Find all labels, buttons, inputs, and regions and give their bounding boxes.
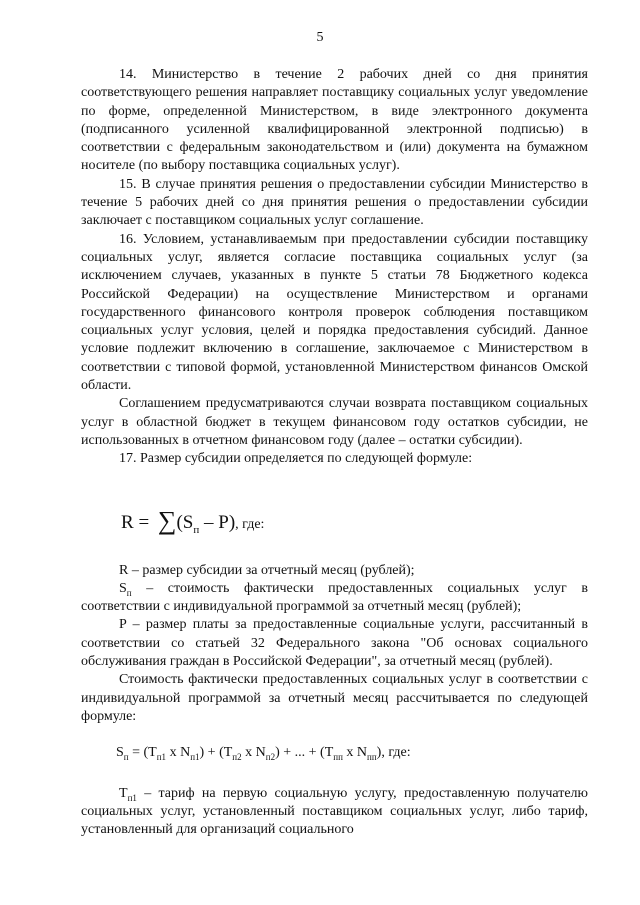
paragraph-17: 17. Размер субсидии определяется по следующей формуле: (119, 451, 473, 467)
formula-rest: – P) (199, 511, 236, 533)
definition-tn1 (81, 785, 588, 840)
formula-tail: , где: (235, 516, 265, 532)
definition-r: R – размер субсидии за отчетный месяц (рублей); (119, 562, 415, 578)
cf-n1-sub: п1 (190, 752, 200, 762)
document-body (81, 66, 588, 839)
cf-mid: ) + ... + (T (275, 745, 334, 761)
formula-open: (S (176, 511, 194, 533)
cf-nn-sub: пп (367, 752, 377, 762)
cf-end: ), где: (376, 745, 411, 761)
formula-lhs: R (121, 511, 134, 533)
cost-formula (116, 744, 588, 762)
paragraph-14: 14. Министерство в течение 2 рабочих дней со дня принятия соответствующего решения направляет поставщику социальных услуг уведомление по форме, определенной Министерством, в виде электронного документа (подписанного усиленной квалифицированной электронной подписью) в соответствии с федеральным законодательством и (или) документа на бумажном носителе (по выбору поставщика социальных услуг). (81, 67, 588, 174)
tn1-text: – тариф на первую социальную услугу, предоставленную получателю социальных услуг, установленный поставщиком социальных услуг, либо тариф, установленный для организаций социального (81, 785, 588, 838)
paragraph-16: 16. Условием, устанавливаемым при предоставлении субсидии поставщику социальных услуг, является согласие поставщика социальных услуг (за исключением случаев, указанных в пункте 5 статьи 78 Бюджетного кодекса Российской Федерации) на осуществление Министерством и органами государственного финансового контроля проверок соблюдения поставщиком социальных услуг условия, целей и порядка предоставления субсидий. Данное условие подлежит включению в соглашение, заключаемое с Министерством в соответствии с типовой формой, установленной Министерством финансов Омской области. (81, 231, 588, 394)
tn1-subscript: п1 (127, 792, 137, 803)
cf-t1-sub: п1 (156, 752, 167, 762)
cf-x3: x N (342, 745, 368, 761)
cf-n2-sub: п2 (265, 752, 276, 762)
cf-t2-sub: п2 (232, 752, 242, 762)
page-number: 5 (316, 30, 324, 45)
cf-tn-sub: пп (333, 752, 343, 762)
formula-equals: = (133, 511, 154, 533)
subsidy-formula (121, 505, 588, 540)
definition-p: P – размер платы за предоставленные социальные услуги, рассчитанный в соответствии со статьей 32 Федерального закона "Об основах социального обслуживания граждан в Российской Федерации", за отчетный месяц (рублей). (81, 617, 588, 670)
cf-s-sub: п (123, 752, 129, 762)
sn-symbol: S (119, 580, 127, 596)
sn-text: – стоимость фактически предоставленных социальных услуг в соответствии с индивидуальной программой за отчетный месяц (рублей); (81, 580, 588, 615)
cost-intro: Стоимость фактически предоставленных социальных услуг в соответствии с индивидуальной программой за отчетный месяц рассчитывается по следующей формуле: (81, 672, 588, 724)
sn-subscript: п (126, 587, 132, 598)
paragraph-15: 15. В случае принятия решения о предоставлении субсидии Министерство в течение 5 рабочих дней со дня принятия решения о предоставлении субсидии заключает с поставщиком социальных услуг соглашение. (81, 176, 588, 229)
sum-symbol: ∑ (157, 505, 177, 535)
cf-x2: x N (241, 745, 266, 761)
tn1-symbol: T (119, 785, 128, 801)
paragraph-16-agreement: Соглашением предусматриваются случаи возврата поставщиком социальных услуг в областной бюджет в текущем финансовом году остатков субсидии, не использованных в отчетном финансовом году (далее – остатки субсидии). (81, 396, 588, 448)
formula-sub-n: п (193, 523, 200, 536)
cf-eq: = (T (128, 745, 157, 761)
cf-x1: x N (166, 745, 191, 761)
definition-sn (81, 580, 588, 617)
cf-plus1: ) + (T (199, 745, 233, 761)
cf-s: S (116, 745, 124, 761)
